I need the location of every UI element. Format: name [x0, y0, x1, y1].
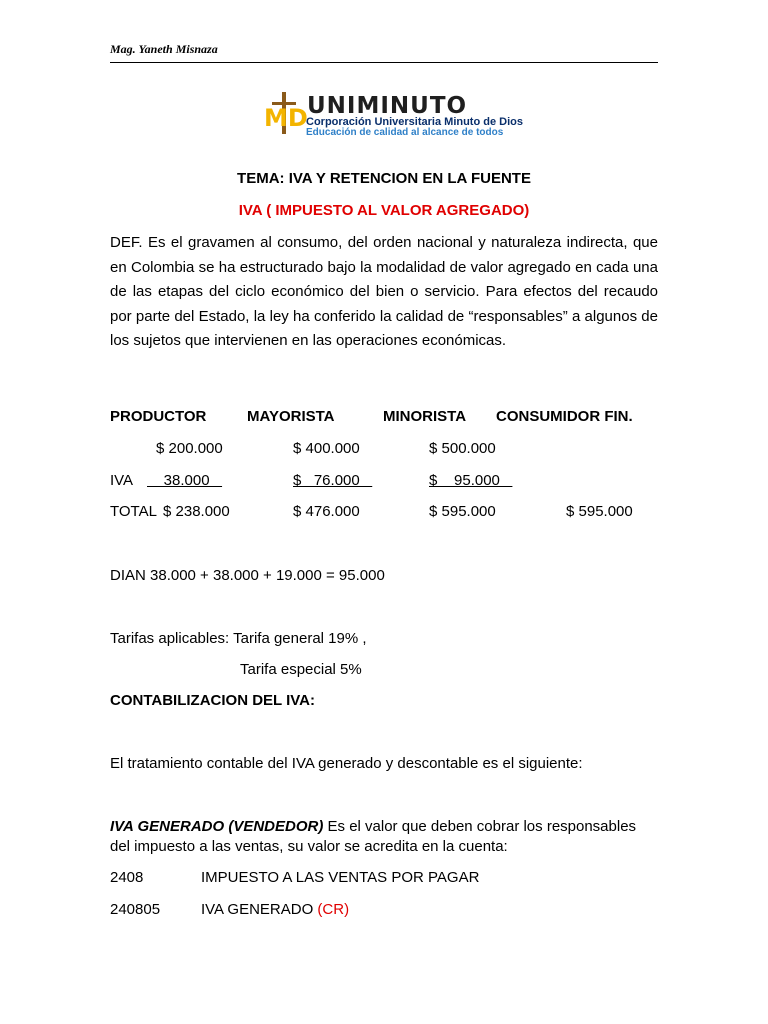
account-name-text: IVA GENERADO: [201, 901, 318, 918]
iva-generado-term: IVA GENERADO (VENDEDOR): [110, 818, 324, 835]
contabilizacion-heading: CONTABILIZACION DEL IVA:: [110, 692, 315, 709]
iva-row-label: IVA: [110, 472, 134, 489]
credit-marker: (CR): [317, 901, 350, 918]
iva-minorista: $ 95.000: [429, 472, 513, 489]
uniminuto-logo-icon: [262, 90, 308, 136]
col-header-productor: PRODUCTOR: [110, 408, 207, 425]
base-mayorista: $ 400.000: [293, 440, 360, 457]
col-header-consumidor: CONSUMIDOR FIN.: [496, 408, 633, 425]
logo-tagline-1: Corporación Universitaria Minuto de Dios: [306, 116, 523, 128]
page-subtitle: IVA ( IMPUESTO AL VALOR AGREGADO): [238, 202, 530, 219]
page-title: TEMA: IVA Y RETENCION EN LA FUENTE: [237, 170, 531, 187]
logo-tagline-2: Educación de calidad al alcance de todos: [306, 127, 504, 138]
account-name: IMPUESTO A LAS VENTAS POR PAGAR: [201, 869, 480, 886]
total-consumidor: $ 595.000: [566, 503, 633, 520]
iva-mayorista: $ 76.000: [293, 472, 373, 489]
iva-generado-desc: Es el valor que deben cobrar los responsables: [323, 818, 637, 835]
total-row-label: TOTAL: [110, 503, 157, 520]
total-minorista: $ 595.000: [429, 503, 496, 520]
account-code: 240805: [110, 901, 161, 918]
iva-generado-line1: [110, 818, 636, 835]
total-productor: $ 238.000: [163, 503, 230, 520]
base-minorista: $ 500.000: [429, 440, 496, 457]
header-author: Mag. Yaneth Misnaza: [110, 42, 218, 56]
iva-generado-line2: del impuesto a las ventas, su valor se acredita en la cuenta:: [110, 838, 508, 855]
logo-monogram: MD: [264, 104, 308, 132]
col-header-minorista: MINORISTA: [383, 408, 467, 425]
tarifa-especial: Tarifa especial 5%: [240, 661, 362, 678]
iva-productor: 38.000: [147, 472, 223, 489]
account-name: [201, 901, 349, 918]
total-mayorista: $ 476.000: [293, 503, 360, 520]
logo-name: UNIMINUTO: [307, 93, 468, 119]
dian-calculation: DIAN 38.000 + 38.000 + 19.000 = 95.000: [110, 567, 385, 584]
col-header-mayorista: MAYORISTA: [247, 408, 335, 425]
base-productor: $ 200.000: [156, 440, 223, 457]
account-code: 2408: [110, 869, 144, 886]
definition-paragraph: DEF. Es el gravamen al consumo, del orden nacional y naturaleza indirecta, que en Colombia se ha estructurado bajo la modalidad de valor agregado en cada una de las etapas del ciclo económico del bien o servicio. Para efectos del recaudo por parte del Estado, la ley ha conferido la calidad de “responsables” a algunos de los sujetos que intervienen en las operaciones económicas.: [110, 234, 658, 349]
tarifa-general: Tarifas aplicables: Tarifa general 19% ,: [110, 630, 367, 647]
treatment-text: El tratamiento contable del IVA generado y descontable es el siguiente:: [110, 755, 583, 772]
header-rule: [110, 62, 658, 63]
